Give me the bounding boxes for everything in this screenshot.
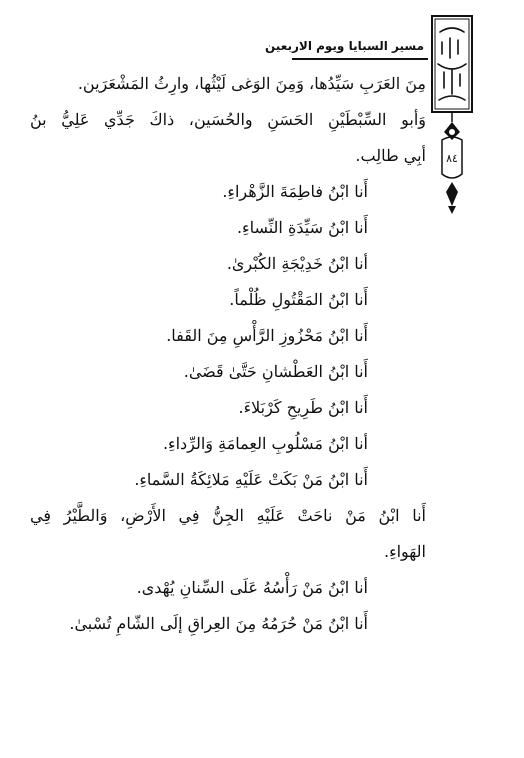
text-line: أنا ابْنُ مَسْلُوبِ العِمامَةِ وَالرِّداءِ. xyxy=(162,434,368,453)
text-line: أَنا ابْنُ مَنْ ناحَتْ عَلَيْهِ الجِنُّ فِي الأَرْضِ، وَالطَّيْرُ فِي xyxy=(30,506,426,525)
text-line: الهَواءِ. xyxy=(383,542,426,561)
calligraphy-logo xyxy=(438,28,466,100)
text-line: أَنا ابْنُ سَيِّدَةِ النِّساءِ. xyxy=(236,218,368,237)
ornament-icon xyxy=(442,122,462,214)
page-number: ٨٤ xyxy=(446,152,458,165)
text-line: مِنَ العَرَبِ سَيِّدُها، وَمِنَ الوَغى لَيْثُها، وارِثُ المَشْعَرَين. xyxy=(77,74,426,93)
text-line: أَنا ابْنُ العَطْشانِ حَتَّىٰ قَضَىٰ. xyxy=(183,362,368,381)
text-line: أَنا ابْنُ فاطِمَةَ الزَّهْراءِ. xyxy=(222,182,368,201)
text-line: أَنا ابْنُ مَنْ بَكَتْ عَلَيْهِ مَلائِكَةُ السَّماءِ. xyxy=(134,470,368,489)
text-line: أنا ابْنُ مَنْ رَأْسُهُ عَلَى السِّنانِ يُهْدى. xyxy=(136,578,368,597)
text-line: أَنا ابْنُ طَرِيحِ كَرْبَلاءَ. xyxy=(238,398,368,417)
ornamental-emblem xyxy=(430,14,474,216)
text-line: أبِي طالِب. xyxy=(355,146,426,165)
text-line: أَنا ابْنُ مَحْزُوزِ الرَّأْسِ مِنَ القَفا. xyxy=(166,326,368,345)
running-header-title: مسير السبايا ويوم الاربعين xyxy=(265,39,424,53)
page-body xyxy=(30,66,426,642)
text-line: أَنا ابْنُ المَقْتُولِ ظُلْماً. xyxy=(229,290,368,309)
text-line: أنا ابْنُ خَدِيْجَةِ الكُبْرىٰ. xyxy=(226,254,368,273)
text-line: وَأبو السِّبْطَيْنِ الحَسَنِ والحُسَين، ذاكَ جَدِّي عَلِيُّ بنُ xyxy=(30,110,426,129)
text-line: أَنا ابْنُ مَنْ حُرَمُهُ مِنَ العِراقِ إلَى الشّامِ تُسْبىٰ. xyxy=(69,614,368,633)
header-rule xyxy=(292,58,428,60)
